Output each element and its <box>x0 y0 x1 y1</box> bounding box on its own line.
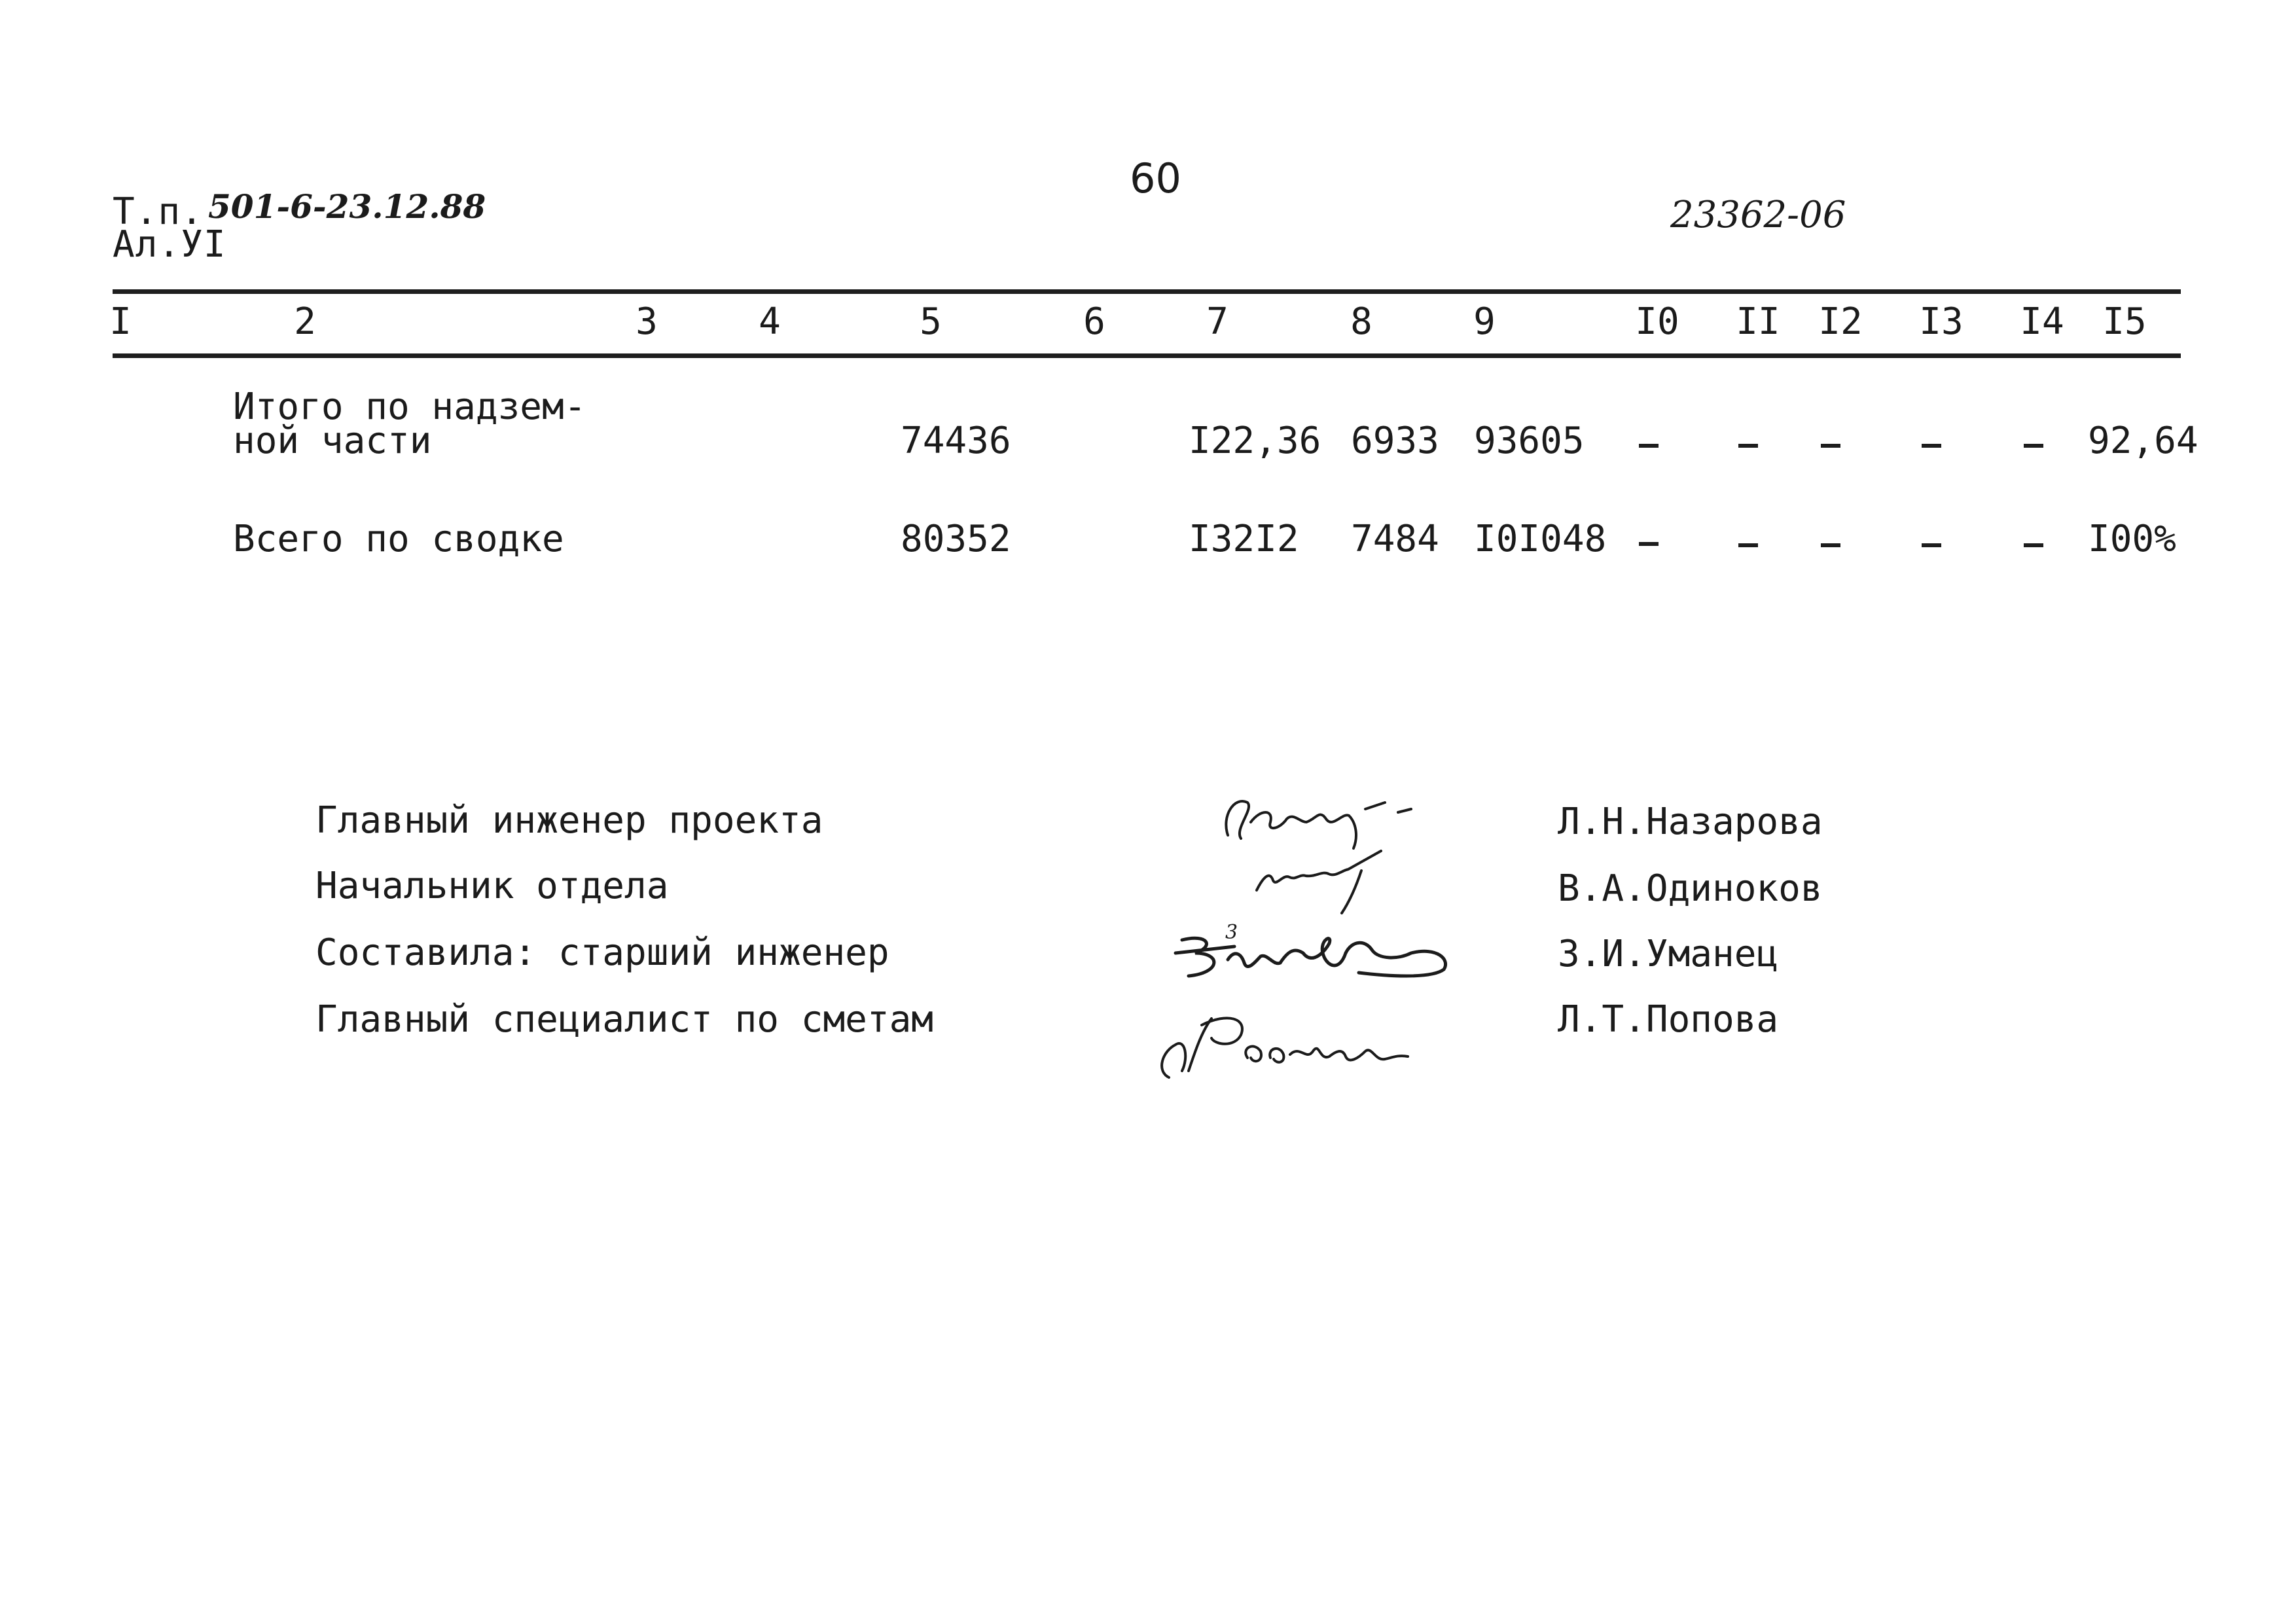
cell-col8: 6933 <box>1351 420 1439 462</box>
col-number: 4 <box>759 300 781 343</box>
cell-col7: I22,36 <box>1189 420 1321 462</box>
col-number: I0 <box>1635 300 1679 343</box>
signer-role: Главный специалист по сметам <box>315 998 934 1041</box>
signer-role: Главный инженер проекта <box>315 799 823 842</box>
col-number: 3 <box>636 300 658 343</box>
cell-col9: I0I048 <box>1474 518 1607 560</box>
cell-col7: I32I2 <box>1189 518 1299 560</box>
col-number: I5 <box>2102 300 2147 343</box>
signature-odinokov <box>1244 844 1401 916</box>
col-number: 7 <box>1206 300 1229 343</box>
cell-col8: 7484 <box>1351 518 1439 560</box>
col-number: I4 <box>2020 300 2064 343</box>
signer-name: В.А.Одиноков <box>1558 867 1823 910</box>
cell-col5: 80352 <box>901 518 1011 560</box>
row-label: Итого по надзем- <box>233 386 586 428</box>
cell-col9: 93605 <box>1474 420 1585 462</box>
dash-col11 <box>1738 444 1758 448</box>
dash-col12 <box>1821 444 1840 448</box>
col-number: 5 <box>920 300 942 343</box>
dash-col14 <box>2024 543 2043 547</box>
doc-number-handwritten: 501-6-23.12.88 <box>208 187 486 226</box>
signature-umanets <box>1162 914 1463 999</box>
dash-col12 <box>1821 543 1840 547</box>
col-number: 8 <box>1350 300 1372 343</box>
col-number: 2 <box>294 300 316 343</box>
signer-role: Начальник отдела <box>315 865 669 907</box>
signer-role: Составила: старший инженер <box>315 931 889 974</box>
col-number: I <box>109 300 132 343</box>
signer-name: Л.Н.Назарова <box>1558 801 1823 843</box>
dash-col13 <box>1922 543 1941 547</box>
doc-prefix: Т.п. <box>113 190 204 233</box>
dash-col10 <box>1639 444 1659 448</box>
col-number: 6 <box>1083 300 1105 343</box>
col-number: I2 <box>1818 300 1863 343</box>
signature-popova <box>1149 999 1424 1091</box>
signer-name: З.И.Уманец <box>1558 933 1779 975</box>
row-label: Всего по сводке <box>233 518 564 560</box>
dash-col14 <box>2024 444 2043 448</box>
col-number: 9 <box>1473 300 1496 343</box>
svg-text:3: 3 <box>1225 921 1238 944</box>
dash-col10 <box>1639 542 1659 546</box>
album-label: Ал.УI <box>113 223 226 266</box>
col-number: I3 <box>1919 300 1964 343</box>
table-header-rule <box>113 353 2181 358</box>
table-top-rule <box>113 289 2181 294</box>
page-number: 60 <box>1130 154 1181 202</box>
row-label: ной части <box>233 420 432 462</box>
col-number: II <box>1736 300 1780 343</box>
cell-col15: I00% <box>2088 518 2176 560</box>
signer-name: Л.Т.Попова <box>1558 998 1779 1041</box>
cell-col5: 74436 <box>901 420 1011 462</box>
inventory-number: 23362-06 <box>1670 194 1846 236</box>
dash-col13 <box>1922 444 1941 448</box>
cell-col15: 92,64 <box>2088 420 2198 462</box>
dash-col11 <box>1738 543 1758 547</box>
